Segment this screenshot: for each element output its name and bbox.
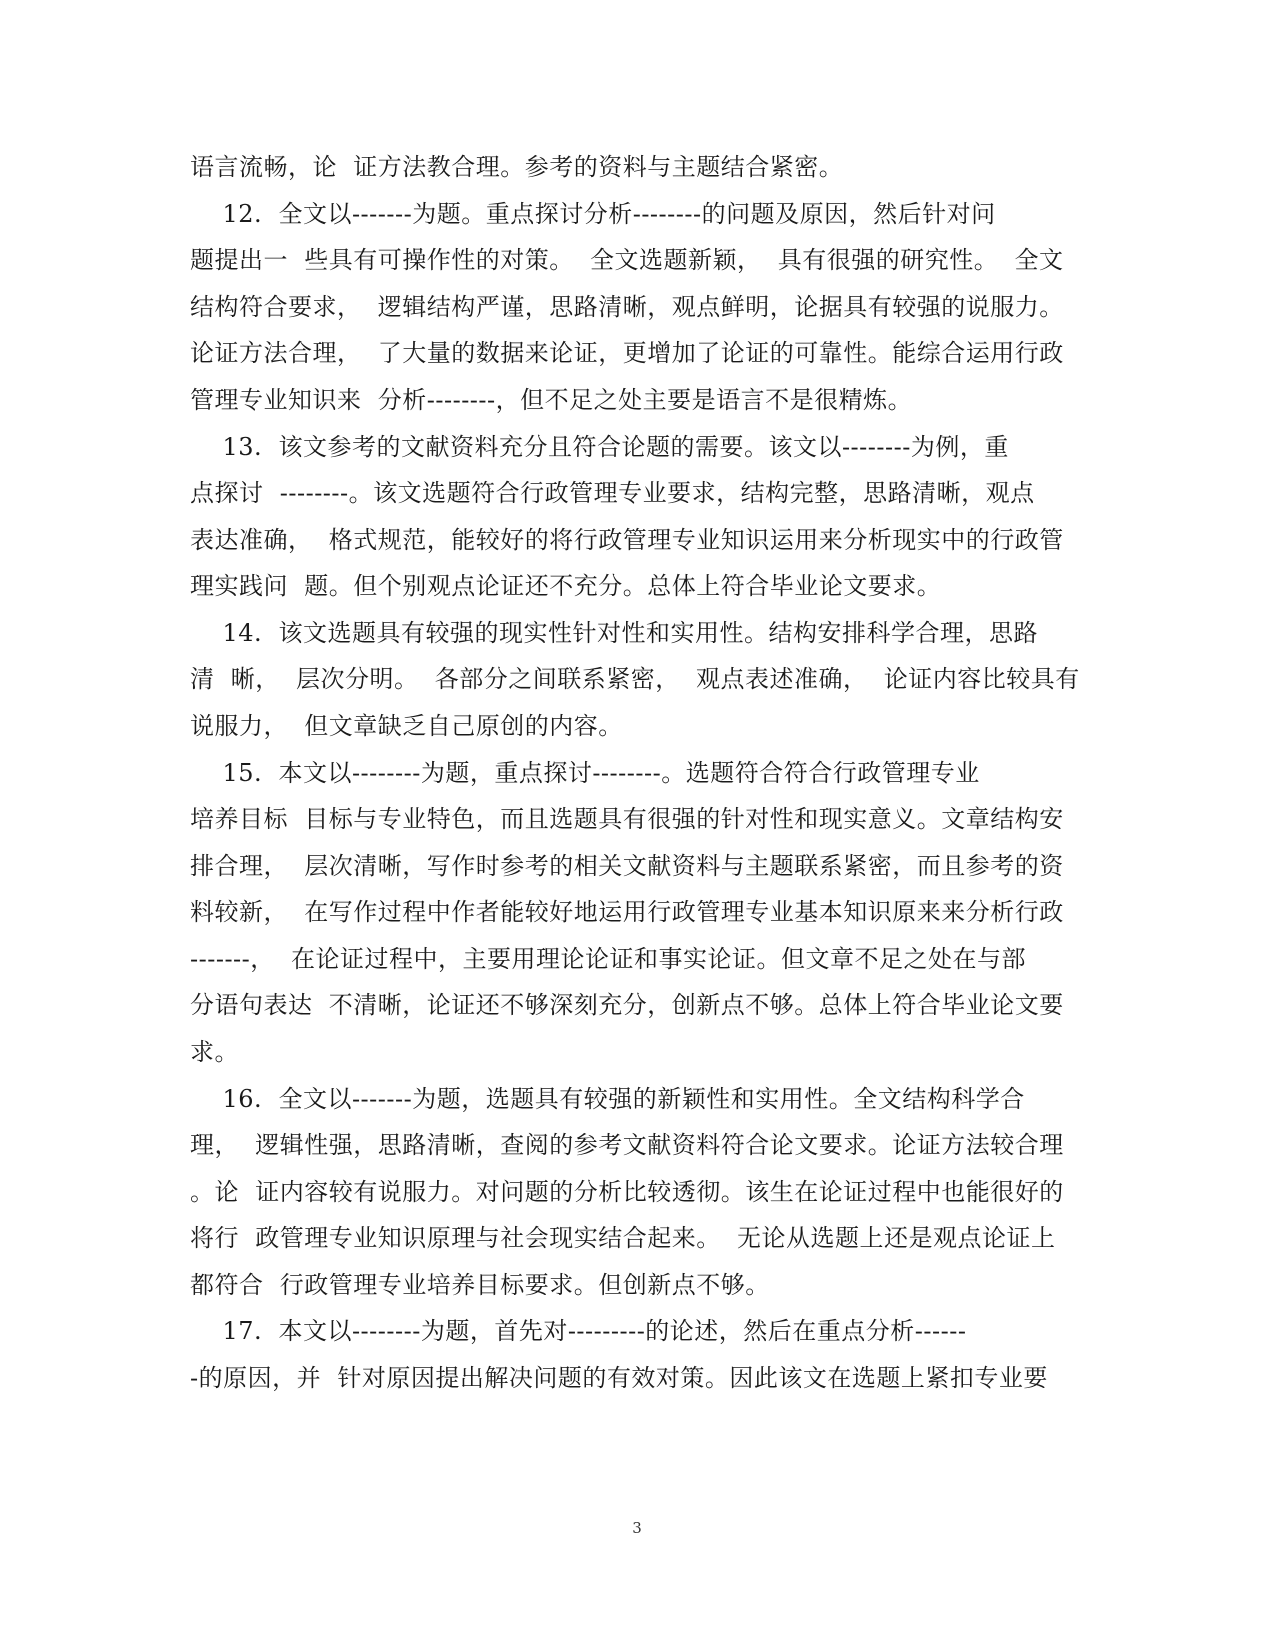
text-line: 论证方法合理， 了大量的数据来论证，更增加了论证的可靠性。能综合运用行政: [190, 339, 1064, 367]
text-line: 说服力， 但文章缺乏自己原创的内容。: [190, 712, 623, 740]
text-line: 料较新， 在写作过程中作者能较好地运用行政管理专业基本知识原来来分析行政: [190, 898, 1064, 926]
text-line: 14. 该文选题具有较强的现实性针对性和实用性。结构安排科学合理，思路: [190, 619, 1038, 647]
text-line: 求。: [190, 1038, 239, 1066]
page-number: 3: [632, 1519, 642, 1537]
text-line: 分语句表达 不清晰，论证还不够深刻充分，创新点不够。总体上符合毕业论文要: [190, 991, 1064, 1019]
text-line: 13. 该文参考的文献资料充分且符合论题的需要。该文以--------为例，重: [190, 433, 1009, 461]
text-line: 将行 政管理专业知识原理与社会现实结合起来。 无论从选题上还是观点论证上: [190, 1224, 1056, 1252]
text-line: 17. 本文以--------为题，首先对---------的论述，然后在重点分析------: [190, 1317, 967, 1345]
text-line: 表达准确， 格式规范，能较好的将行政管理专业知识运用来分析现实中的行政管: [190, 526, 1064, 554]
text-line: 16. 全文以-------为题，选题具有较强的新颖性和实用性。全文结构科学合: [190, 1085, 1025, 1113]
text-line: 题提出一 些具有可操作性的对策。 全文选题新颖， 具有很强的研究性。 全文: [190, 246, 1064, 274]
text-line: 理实践问 题。但个别观点论证还不充分。总体上符合毕业论文要求。: [190, 572, 942, 600]
text-line: 清 晰， 层次分明。 各部分之间联系紧密， 观点表述准确， 论证内容比较具有: [190, 665, 1080, 693]
text-line: -的原因，并 针对原因提出解决问题的有效对策。因此该文在选题上紧扣专业要: [190, 1364, 1048, 1392]
text-line: 管理专业知识来 分析--------，但不足之处主要是语言不是很精炼。: [190, 386, 913, 414]
text-line: 15. 本文以--------为题，重点探讨--------。选题符合符合行政管理专业: [190, 759, 980, 787]
text-line: 。论 证内容较有说服力。对问题的分析比较透彻。该生在论证过程中也能很好的: [190, 1178, 1064, 1206]
text-line: -------， 在论证过程中，主要用理论论证和事实论证。但文章不足之处在与部: [190, 945, 1027, 973]
text-line: 都符合 行政管理专业培养目标要求。但创新点不够。: [190, 1271, 770, 1299]
text-line: 12. 全文以-------为题。重点探讨分析--------的问题及原因，然后针对问: [190, 200, 996, 228]
text-line: 培养目标 目标与专业特色，而且选题具有很强的针对性和现实意义。文章结构安: [190, 805, 1064, 833]
text-line: 点探讨 --------。该文选题符合行政管理专业要求，结构完整，思路清晰，观点: [190, 479, 1035, 507]
text-line: 理， 逻辑性强，思路清晰，查阅的参考文献资料符合论文要求。论证方法较合理: [190, 1131, 1064, 1159]
text-line: 排合理， 层次清晰，写作时参考的相关文献资料与主题联系紧密，而且参考的资: [190, 852, 1064, 880]
text-line: 语言流畅，论 证方法教合理。参考的资料与主题结合紧密。: [190, 153, 844, 181]
text-line: 结构符合要求， 逻辑结构严谨，思路清晰，观点鲜明，论据具有较强的说服力。: [190, 293, 1064, 321]
